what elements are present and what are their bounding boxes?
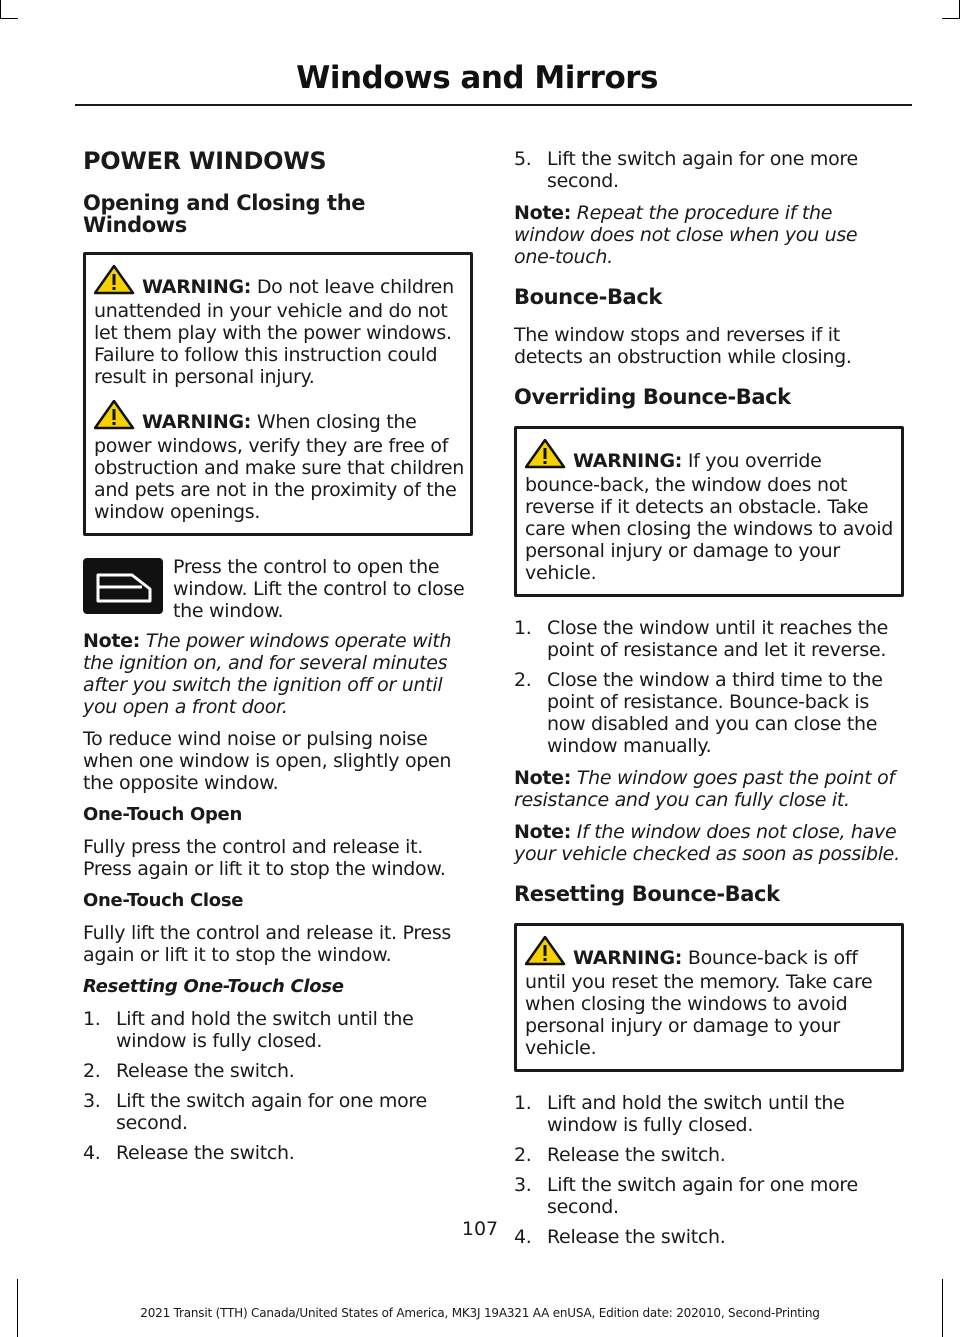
note-text: The power windows operate with the ignition on, and for several minutes after you switch the ignition off or until you open a front door. — [83, 630, 452, 718]
warning-label: WARNING: — [573, 947, 683, 969]
warning-text: Do not leave children unattended in your vehicle and do not let them play with the power windows. Failure to follow this instruction could result in personal injury. — [94, 276, 454, 388]
warning-label: WARNING: — [573, 450, 683, 472]
warning-box — [83, 252, 473, 536]
subsection-title: Opening and Closing the Windows — [83, 191, 366, 237]
step-number: 1. — [514, 617, 532, 639]
steps-list — [514, 148, 904, 192]
list-item — [83, 1060, 473, 1082]
crop-mark — [942, 18, 960, 19]
heading-resetting-bounce-back: Resetting Bounce-Back — [514, 882, 780, 906]
warning-box — [514, 923, 904, 1072]
note-text: The window goes past the point of resistance and you can fully close it. — [514, 767, 895, 811]
warning-triangle-icon — [94, 400, 138, 435]
heading-overriding-bounce-back: Overriding Bounce-Back — [514, 385, 791, 409]
step-number: 3. — [83, 1090, 101, 1112]
warning-triangle-icon — [525, 936, 569, 971]
note-label: Note: — [514, 821, 572, 843]
step-text: Lift the switch again for one more second. — [116, 1090, 427, 1134]
list-item — [83, 1008, 473, 1052]
paragraph: The window stops and reverses if it detects an obstruction while closing. — [514, 324, 852, 368]
list-item — [514, 617, 904, 661]
heading-resetting-one-touch-close: Resetting One-Touch Close — [83, 976, 344, 997]
list-item — [514, 148, 904, 192]
page-header-title: Windows and Mirrors — [296, 60, 658, 96]
step-text: Lift the switch again for one more second. — [547, 148, 858, 192]
note — [514, 202, 904, 268]
step-text: Lift the switch again for one more second. — [547, 1174, 858, 1218]
step-number: 3. — [514, 1174, 532, 1196]
list-item — [514, 1092, 904, 1136]
step-text: Release the switch. — [547, 1226, 726, 1248]
paragraph: Fully press the control and release it. Press again or lift it to stop the window. — [83, 836, 446, 880]
list-item — [514, 1144, 904, 1166]
warning-paragraph — [94, 400, 464, 523]
warning-text: Bounce-back is off until you reset the memory. Take care when closing the windows to avoid personal injury or damage to your vehicle. — [525, 947, 873, 1059]
warning-label: WARNING: — [142, 411, 252, 433]
step-number: 4. — [514, 1226, 532, 1248]
warning-triangle-icon — [525, 439, 569, 474]
step-text: Lift and hold the switch until the window is fully closed. — [116, 1008, 414, 1052]
note-text: If the window does not close, have your vehicle checked as soon as possible. — [514, 821, 900, 865]
right-column — [514, 140, 904, 1258]
step-number: 1. — [83, 1008, 101, 1030]
page-number: 107 — [461, 1218, 499, 1240]
step-number: 1. — [514, 1092, 532, 1114]
warning-triangle-icon — [94, 265, 138, 300]
left-column — [83, 140, 473, 1174]
warning-paragraph — [525, 936, 895, 1059]
list-item — [83, 1142, 473, 1164]
header-rule — [75, 104, 912, 106]
warning-text: When closing the power windows, verify they are free of obstruction and make sure that children and pets are not in the proximity of the window openings. — [94, 411, 464, 523]
warning-box — [514, 426, 904, 597]
list-item — [83, 1090, 473, 1134]
step-text: Release the switch. — [116, 1060, 295, 1082]
crop-mark — [0, 0, 1, 18]
window-control-row — [83, 556, 473, 622]
steps-list — [83, 1008, 473, 1164]
warning-label: WARNING: — [142, 276, 252, 298]
note — [514, 821, 904, 865]
step-number: 2. — [514, 1144, 532, 1166]
step-number: 5. — [514, 148, 532, 170]
control-instruction: Press the control to open the window. Lift the control to close the window. — [173, 556, 465, 622]
list-item — [514, 669, 904, 757]
step-text: Release the switch. — [116, 1142, 295, 1164]
step-text: Close the window a third time to the point of resistance. Bounce-back is now disabled and you can close the window manually. — [547, 669, 883, 757]
warning-paragraph — [525, 439, 895, 584]
note-label: Note: — [514, 202, 572, 224]
section-title: POWER WINDOWS — [83, 147, 327, 175]
step-number: 2. — [514, 669, 532, 691]
step-text: Release the switch. — [547, 1144, 726, 1166]
heading-one-touch-open: One-Touch Open — [83, 804, 242, 825]
heading-bounce-back: Bounce-Back — [514, 285, 662, 309]
step-number: 2. — [83, 1060, 101, 1082]
heading-one-touch-close: One-Touch Close — [83, 890, 244, 911]
paragraph: To reduce wind noise or pulsing noise when one window is open, slightly open the opposite window. — [83, 728, 452, 794]
note-text: Repeat the procedure if the window does not close when you use one-touch. — [514, 202, 858, 268]
note — [83, 630, 473, 718]
paragraph: Fully lift the control and release it. Press again or lift it to stop the window. — [83, 922, 452, 966]
steps-list — [514, 617, 904, 757]
note-label: Note: — [83, 630, 141, 652]
warning-paragraph — [94, 265, 464, 388]
note-label: Note: — [514, 767, 572, 789]
crop-mark — [0, 18, 18, 19]
list-item — [514, 1174, 904, 1218]
step-number: 4. — [83, 1142, 101, 1164]
footer-edition-info: 2021 Transit (TTH) Canada/United States of America, MK3J 19A321 AA enUSA, Edition date: 202010, Second-Printing — [140, 1306, 820, 1320]
warning-text: If you override bounce-back, the window does not reverse if it detects an obstacle. Take care when closing the windows to avoid personal injury or damage to your vehicle. — [525, 450, 894, 584]
note — [514, 767, 904, 811]
window-switch-icon — [83, 558, 163, 614]
step-text: Lift and hold the switch until the window is fully closed. — [547, 1092, 845, 1136]
step-text: Close the window until it reaches the point of resistance and let it reverse. — [547, 617, 888, 661]
